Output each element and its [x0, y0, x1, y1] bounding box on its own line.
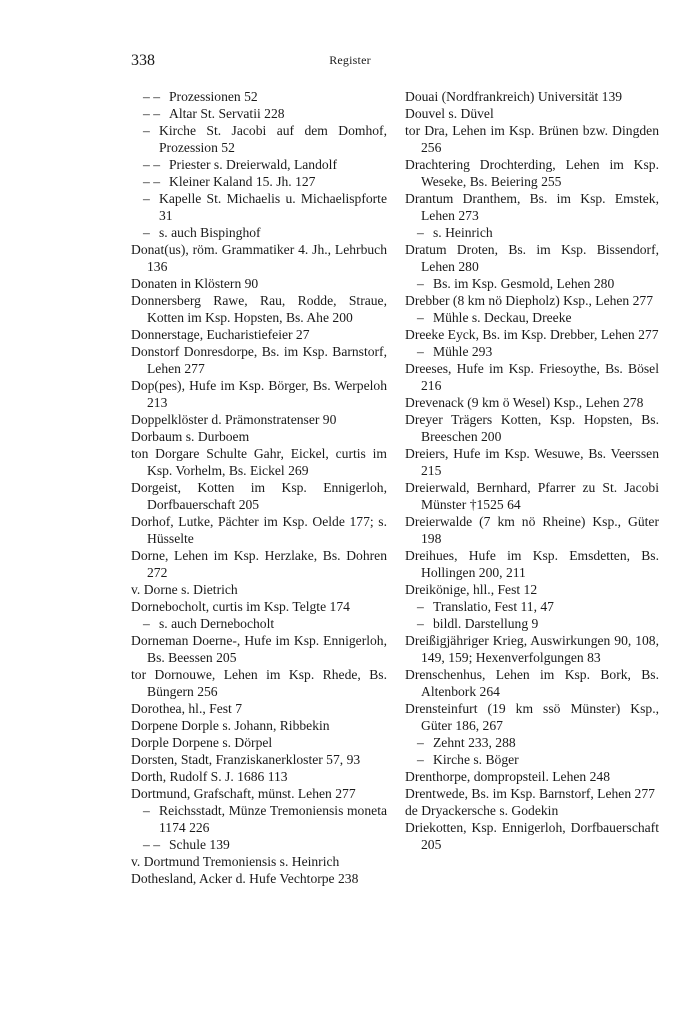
entry-text: Dorsten, Stadt, Franziskanerkloster 57, 93 — [131, 752, 361, 767]
register-entry — [405, 360, 659, 394]
register-entry — [131, 734, 387, 751]
entry-text: Dreikönige, hll., Fest 12 — [405, 582, 538, 597]
register-entry — [131, 870, 387, 887]
subentry-dash: – — [143, 803, 150, 818]
entry-text: Drantum Dranthem, Bs. im Ksp. Emstek, Lehen 273 — [405, 191, 659, 223]
register-entry — [131, 598, 387, 615]
register-entry — [131, 513, 387, 547]
subentry-dash: – — [417, 225, 424, 240]
register-entry — [131, 700, 387, 717]
register-entry — [131, 802, 387, 836]
register-entry — [405, 122, 659, 156]
entry-text: Drachtering Drochterding, Lehen im Ksp. Weseke, Bs. Beiering 255 — [405, 157, 659, 189]
entry-text: Dreyer Trägers Kotten, Ksp. Hopsten, Bs. Breeschen 200 — [405, 412, 659, 444]
entry-text: de Dryackersche s. Godekin — [405, 803, 559, 818]
register-entry — [405, 326, 659, 343]
register-entry — [405, 88, 659, 105]
entry-text: Donaten in Klöstern 90 — [131, 276, 259, 291]
entry-text: Drenschenhus, Lehen im Ksp. Bork, Bs. Altenbork 264 — [405, 667, 659, 699]
register-entry — [405, 615, 659, 632]
entry-text: Donnerstage, Eucharistiefeier 27 — [131, 327, 310, 342]
register-entry — [405, 513, 659, 547]
entry-text: s. auch Bispinghof — [159, 225, 261, 240]
register-entry — [131, 581, 387, 598]
register-entry — [131, 241, 387, 275]
subentry-dash: – — [143, 191, 150, 206]
register-entry — [131, 615, 387, 632]
register-entry — [405, 632, 659, 666]
entry-text: Bs. im Ksp. Gesmold, Lehen 280 — [433, 276, 615, 291]
subentry-dash: – — [417, 599, 424, 614]
entry-text: Dorhof, Lutke, Pächter im Ksp. Oelde 177; s. Hüsselte — [131, 514, 387, 546]
entry-text: Mühle 293 — [433, 344, 493, 359]
register-entry — [405, 581, 659, 598]
entry-text: Drevenack (9 km ö Wesel) Ksp., Lehen 278 — [405, 395, 644, 410]
register-entry — [405, 292, 659, 309]
entry-text: bildl. Darstellung 9 — [433, 616, 539, 631]
register-entry — [131, 156, 387, 173]
subentry-dash: – — [143, 123, 150, 138]
subentry-dash: – — [417, 276, 424, 291]
register-entry — [131, 377, 387, 411]
subentry-dash: – — [417, 735, 424, 750]
register-entry — [131, 275, 387, 292]
entry-text: Dorth, Rudolf S. J. 1686 113 — [131, 769, 288, 784]
entry-text: Donnersberg Rawe, Rau, Rodde, Straue, Kotten im Ksp. Hopsten, Bs. Ahe 200 — [131, 293, 387, 325]
register-column-left — [131, 88, 387, 887]
register-entry — [131, 836, 387, 853]
subentry-dash: – — [417, 616, 424, 631]
entry-text: Donat(us), röm. Grammatiker 4. Jh., Lehrbuch 136 — [131, 242, 387, 274]
register-entry — [405, 309, 659, 326]
subentry-dash: – — [143, 616, 150, 631]
entry-text: Reichsstadt, Münze Tremoniensis moneta 1174 226 — [159, 803, 387, 835]
entry-text: Kirche St. Jacobi auf dem Domhof, Prozession 52 — [159, 123, 387, 155]
entry-text: tor Dra, Lehen im Ksp. Brünen bzw. Dingden 256 — [405, 123, 659, 155]
register-entry — [131, 88, 387, 105]
entry-text: v. Dorne s. Dietrich — [131, 582, 238, 597]
entry-text: Zehnt 233, 288 — [433, 735, 516, 750]
register-entry — [131, 785, 387, 802]
entry-text: Dorbaum s. Durboem — [131, 429, 250, 444]
register-entry — [131, 751, 387, 768]
register-entry — [405, 156, 659, 190]
register-entry — [405, 275, 659, 292]
subentry-dash: – — [417, 344, 424, 359]
entry-text: Dreierwald, Bernhard, Pfarrer zu St. Jacobi Münster †1525 64 — [405, 480, 659, 512]
subentry-dash: – — [143, 225, 150, 240]
entry-text: Schule 139 — [169, 837, 230, 852]
entry-text: Dothesland, Acker d. Hufe Vechtorpe 238 — [131, 871, 359, 886]
entry-text: Doppelklöster d. Prämonstratenser 90 — [131, 412, 337, 427]
register-entry — [131, 768, 387, 785]
register-entry — [131, 326, 387, 343]
register-entry — [131, 105, 387, 122]
register-entry — [405, 547, 659, 581]
entry-text: Dreeke Eyck, Bs. im Ksp. Drebber, Lehen 277 — [405, 327, 659, 342]
entry-text: Donstorf Donresdorpe, Bs. im Ksp. Barnstorf, Lehen 277 — [131, 344, 387, 376]
register-entry — [131, 411, 387, 428]
entry-text: Dop(pes), Hufe im Ksp. Börger, Bs. Werpeloh 213 — [131, 378, 387, 410]
page-number: 338 — [131, 52, 155, 69]
register-entry — [405, 445, 659, 479]
entry-text: Kirche s. Böger — [433, 752, 519, 767]
register-entry — [131, 547, 387, 581]
subentry-dash: – – — [143, 106, 160, 121]
register-entry — [131, 292, 387, 326]
entry-text: Altar St. Servatii 228 — [169, 106, 285, 121]
register-entry — [405, 751, 659, 768]
entry-text: Drensteinfurt (19 km ssö Münster) Ksp., Güter 186, 267 — [405, 701, 659, 733]
entry-text: Douvel s. Düvel — [405, 106, 494, 121]
entry-text: Dreiers, Hufe im Ksp. Wesuwe, Bs. Veerssen 215 — [405, 446, 659, 478]
subentry-dash: – – — [143, 837, 160, 852]
entry-text: Dorothea, hl., Fest 7 — [131, 701, 243, 716]
entry-text: Kapelle St. Michaelis u. Michaelispforte 31 — [159, 191, 387, 223]
entry-text: Kleiner Kaland 15. Jh. 127 — [169, 174, 316, 189]
entry-text: Drentwede, Bs. im Ksp. Barnstorf, Lehen 277 — [405, 786, 655, 801]
register-entry — [405, 700, 659, 734]
entry-text: Dratum Droten, Bs. im Ksp. Bissendorf, Lehen 280 — [405, 242, 659, 274]
entry-text: Dreihues, Hufe im Ksp. Emsdetten, Bs. Hollingen 200, 211 — [405, 548, 659, 580]
register-entry — [405, 190, 659, 224]
subentry-dash: – – — [143, 174, 160, 189]
register-entry — [405, 394, 659, 411]
entry-text: Douai (Nordfrankreich) Universität 139 — [405, 89, 623, 104]
subentry-dash: – – — [143, 157, 160, 172]
entry-text: Dorgeist, Kotten im Ksp. Ennigerloh, Dorfbauerschaft 205 — [131, 480, 387, 512]
register-entry — [405, 479, 659, 513]
register-entry — [131, 190, 387, 224]
register-entry — [405, 802, 659, 819]
subentry-dash: – — [417, 752, 424, 767]
subentry-dash: – – — [143, 89, 160, 104]
entry-text: Dorple Dorpene s. Dörpel — [131, 735, 273, 750]
subentry-dash: – — [417, 310, 424, 325]
entry-text: Dorne, Lehen im Ksp. Herzlake, Bs. Dohren 272 — [131, 548, 387, 580]
entry-text: Priester s. Dreierwald, Landolf — [169, 157, 337, 172]
register-entry — [405, 224, 659, 241]
register-entry — [405, 666, 659, 700]
register-entry — [131, 632, 387, 666]
running-head: Register — [329, 53, 371, 67]
register-entry — [405, 819, 659, 853]
register-entry — [131, 666, 387, 700]
entry-text: Dreißigjähriger Krieg, Auswirkungen 90, 108, 149, 159; Hexenverfolgungen 83 — [405, 633, 659, 665]
entry-text: Dorneman Doerne-, Hufe im Ksp. Ennigerloh, Bs. Beessen 205 — [131, 633, 387, 665]
register-entry — [405, 598, 659, 615]
entry-text: s. Heinrich — [433, 225, 493, 240]
entry-text: Dreierwalde (7 km nö Rheine) Ksp., Güter 198 — [405, 514, 659, 546]
register-entry — [405, 734, 659, 751]
entry-text: Dreeses, Hufe im Ksp. Friesoythe, Bs. Bösel 216 — [405, 361, 659, 393]
entry-text: s. auch Dernebocholt — [159, 616, 275, 631]
register-entry — [131, 173, 387, 190]
entry-text: ton Dorgare Schulte Gahr, Eickel, curtis im Ksp. Vorhelm, Bs. Eickel 269 — [131, 446, 387, 478]
entry-text: Prozessionen 52 — [169, 89, 258, 104]
register-entry — [131, 479, 387, 513]
entry-text: Translatio, Fest 11, 47 — [433, 599, 554, 614]
register-entry — [405, 241, 659, 275]
register-entry — [131, 717, 387, 734]
register-entry — [405, 785, 659, 802]
entry-text: Drebber (8 km nö Diepholz) Ksp., Lehen 277 — [405, 293, 654, 308]
entry-text: tor Dornouwe, Lehen im Ksp. Rhede, Bs. Büngern 256 — [131, 667, 387, 699]
register-entry — [131, 428, 387, 445]
register-entry — [131, 122, 387, 156]
entry-text: Driekotten, Ksp. Ennigerloh, Dorfbauerschaft 205 — [405, 820, 659, 852]
register-entry — [131, 224, 387, 241]
register-entry — [131, 853, 387, 870]
register-entry — [405, 105, 659, 122]
register-entry — [405, 343, 659, 360]
entry-text: v. Dortmund Tremoniensis s. Heinrich — [131, 854, 340, 869]
entry-text: Drenthorpe, dompropsteil. Lehen 248 — [405, 769, 610, 784]
register-column-right — [405, 88, 659, 853]
entry-text: Dorpene Dorple s. Johann, Ribbekin — [131, 718, 330, 733]
entry-text: Dortmund, Grafschaft, münst. Lehen 277 — [131, 786, 356, 801]
register-entry — [131, 343, 387, 377]
register-entry — [405, 768, 659, 785]
entry-text: Mühle s. Deckau, Dreeke — [433, 310, 572, 325]
register-entry — [131, 445, 387, 479]
entry-text: Dornebocholt, curtis im Ksp. Telgte 174 — [131, 599, 350, 614]
register-entry — [405, 411, 659, 445]
